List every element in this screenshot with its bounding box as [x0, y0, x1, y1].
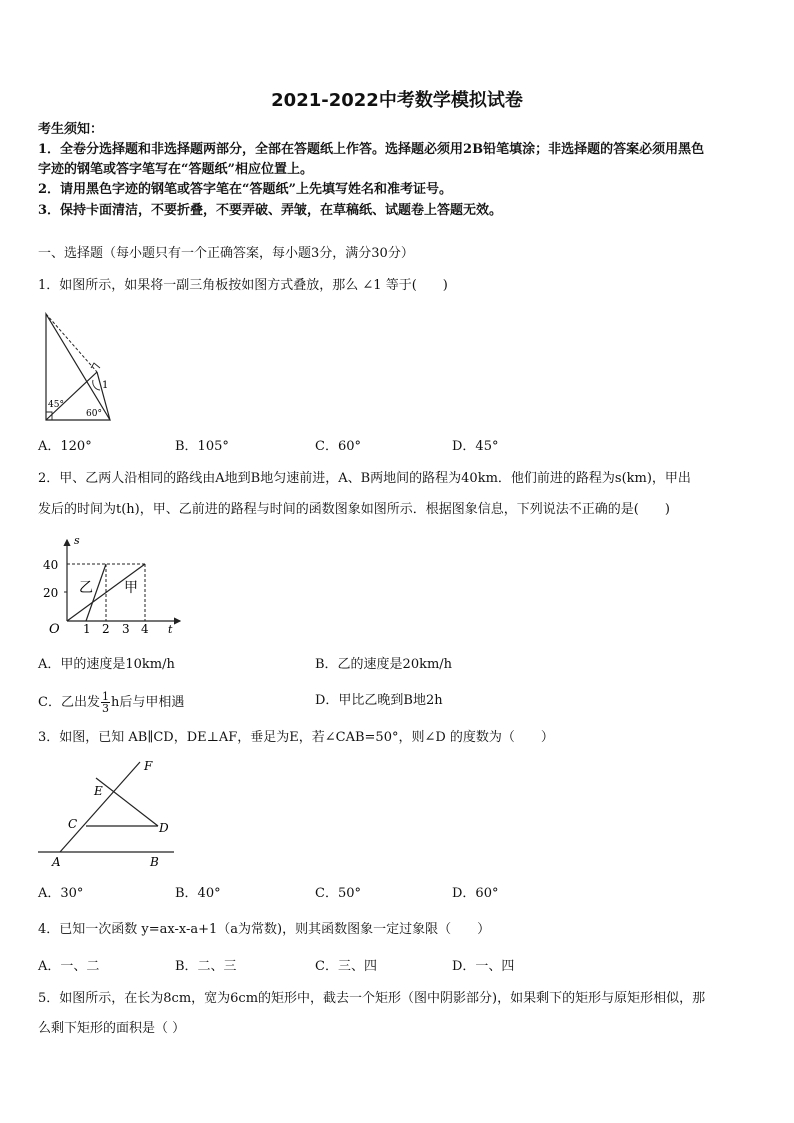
q2-yi-label: 乙: [79, 580, 93, 596]
q3-label-b: B: [150, 855, 159, 869]
q3-option-b: B．40°: [175, 886, 221, 901]
q2-option-b: B．乙的速度是20km/h: [315, 657, 453, 672]
q2-jia-label: 甲: [124, 580, 138, 596]
q3-label-f: F: [144, 759, 153, 773]
q5-text-line-2: 么剩下矩形的面积是（ ）: [38, 1021, 186, 1036]
q1-option-a: A．120°: [38, 439, 92, 454]
q2-origin-label: O: [49, 622, 60, 637]
q2-t-label: t: [168, 623, 173, 636]
notice-line-2: 字迹的钢笔或答字笔写在“答题纸”相应位置上。: [38, 162, 313, 177]
q2-option-c: [38, 691, 184, 714]
notice-line-3: 2．请用黑色字迹的钢笔或答字笔在“答题纸”上先填写姓名和准考证号。: [38, 182, 453, 197]
q2-y20-label: 20: [43, 586, 59, 600]
q4-text: 4．已知一次函数 y=ax-x-a+1（a为常数)，则其函数图象一定过象限（ ）: [38, 922, 491, 937]
q2-x4-label: 4: [141, 622, 149, 636]
q3-option-a: A．30°: [38, 886, 84, 901]
q2-option-a: A．甲的速度是10km/h: [38, 657, 175, 672]
q2-option-c-fraction: [101, 691, 110, 714]
page-title: 2021-2022中考数学模拟试卷: [271, 90, 523, 111]
q2-x1-label: 1: [83, 622, 91, 636]
q3-label-e: E: [94, 784, 103, 798]
q2-option-d: D．甲比乙晚到B地2h: [315, 693, 443, 708]
q2-option-c-post: h后与甲相遇: [110, 695, 185, 710]
q3-parallel-lines-figure: [38, 758, 174, 870]
q3-line-af: [60, 762, 140, 852]
q2-s-label: s: [74, 534, 80, 547]
q5-text-line-1: 5．如图所示，在长为8cm，宽为6cm的矩形中，截去一个矩形（图中阴影部分)，如果剩下的矩形与原矩形相似，那: [38, 991, 706, 1006]
q1-angle1-arc: [93, 380, 100, 390]
q1-angle60-label: 60°: [86, 409, 102, 419]
q1-option-c: C．60°: [315, 439, 361, 454]
q1-angle1-label: 1: [102, 380, 109, 391]
q2-fraction-numerator: 1: [101, 690, 109, 703]
q4-option-b: B．二、三: [175, 959, 237, 974]
notice-line-4: 3．保持卡面清洁，不要折叠，不要弄破、弄皱，在草稿纸、试题卷上答题无效。: [38, 203, 503, 218]
q2-graph: [38, 534, 188, 638]
q4-option-c: C．三、四: [315, 959, 377, 974]
q3-label-a: A: [52, 855, 61, 869]
q1-triangle-figure: [40, 312, 120, 424]
q2-x3-label: 3: [122, 622, 130, 636]
q1-dashed-edge: [46, 314, 97, 372]
q2-y40-label: 40: [43, 558, 59, 572]
q1-option-b: B．105°: [175, 439, 229, 454]
q2-x2-label: 2: [102, 622, 110, 636]
section-heading: 一、选择题（每小题只有一个正确答案，每小题3分，满分30分）: [38, 246, 414, 261]
q4-option-d: D．一、四: [452, 959, 515, 974]
notice-heading: 考生须知：: [38, 122, 104, 137]
q3-label-d: D: [159, 821, 169, 835]
q3-line-de: [96, 778, 158, 826]
notice-line-1: 1．全卷分选择题和非选择题两部分，全部在答题纸上作答。选择题必须用2B铅笔填涂；非选择题的答案必须用黑色: [38, 142, 705, 157]
q2-text-line-1: 2．甲、乙两人沿相同的路线由A地到B地匀速前进，A、B两地间的路程为40km．他们前进的路程为s(km)，甲出: [38, 471, 691, 486]
q1-option-d: D．45°: [452, 439, 499, 454]
q2-option-c-pre: C．乙出发: [38, 695, 100, 710]
q2-text-line-2: 发后的时间为t(h)，甲、乙前进的路程与时间的函数图象如图所示．根据图象信息，下列说法不正确的是( ): [38, 502, 670, 517]
q3-text: 3．如图，已知 AB∥CD，DE⊥AF，垂足为E，若∠CAB=50°，则∠D 的度数为（ ）: [38, 730, 554, 745]
q1-text: 1．如图所示，如果将一副三角板按如图方式叠放，那么 ∠1 等于( ): [38, 278, 448, 293]
q3-option-d: D．60°: [452, 886, 499, 901]
q3-label-c: C: [68, 817, 78, 831]
q3-option-c: C．50°: [315, 886, 361, 901]
q1-angle45-label: 45°: [48, 400, 64, 410]
q2-fraction-denominator: 3: [101, 702, 109, 715]
q4-option-a: A．一、二: [38, 959, 100, 974]
